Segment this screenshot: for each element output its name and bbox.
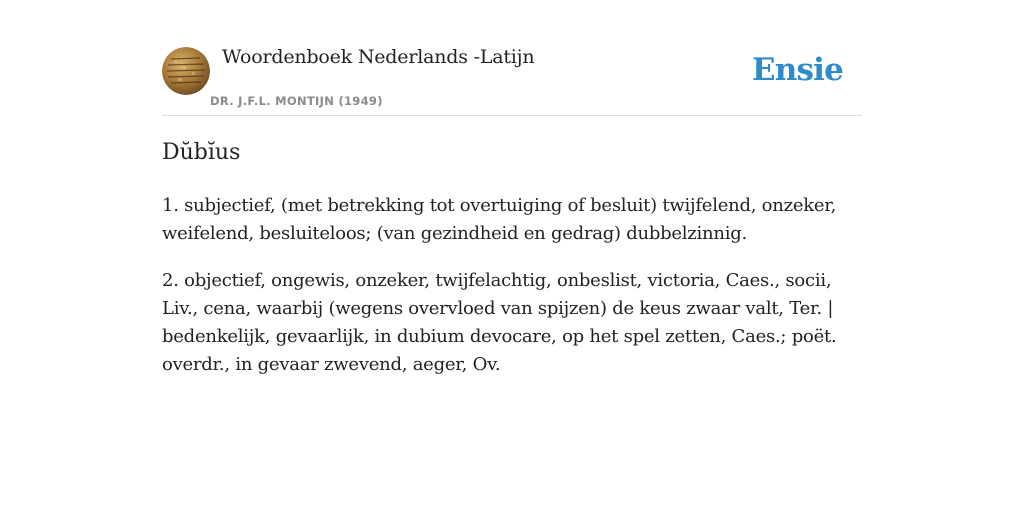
book-author: DR. J.F.L. MONTIJN (1949)	[210, 94, 383, 108]
ensie-brand-link[interactable]: Ensie	[751, 52, 843, 88]
book-title[interactable]: Woordenboek Nederlands -Latijn	[222, 46, 535, 68]
entry-title: Dŭbĭus	[162, 140, 241, 165]
book-logo-icon[interactable]	[162, 47, 210, 95]
definition-sense-2: 2. objectief, ongewis, onzeker, twijfelachtig, onbeslist, victoria, Caes., socii, Liv., cena, waarbij (wegens overvloed van spijzen) de keus zwaar valt, Ter. | bedenkelijk, gevaarlijk, in dubium devocare, op het spel zetten, Caes.; poët. overdr., in gevaar zwevend, aeger, Ov.	[162, 270, 837, 375]
book-header	[162, 44, 862, 116]
definition-sense-1: 1. subjectief, (met betrekking tot overtuiging of besluit) twijfelend, onzeker, weifelend, besluiteloos; (van gezindheid en gedrag) dubbelzinnig.	[162, 195, 837, 244]
entry-definition	[162, 192, 867, 398]
